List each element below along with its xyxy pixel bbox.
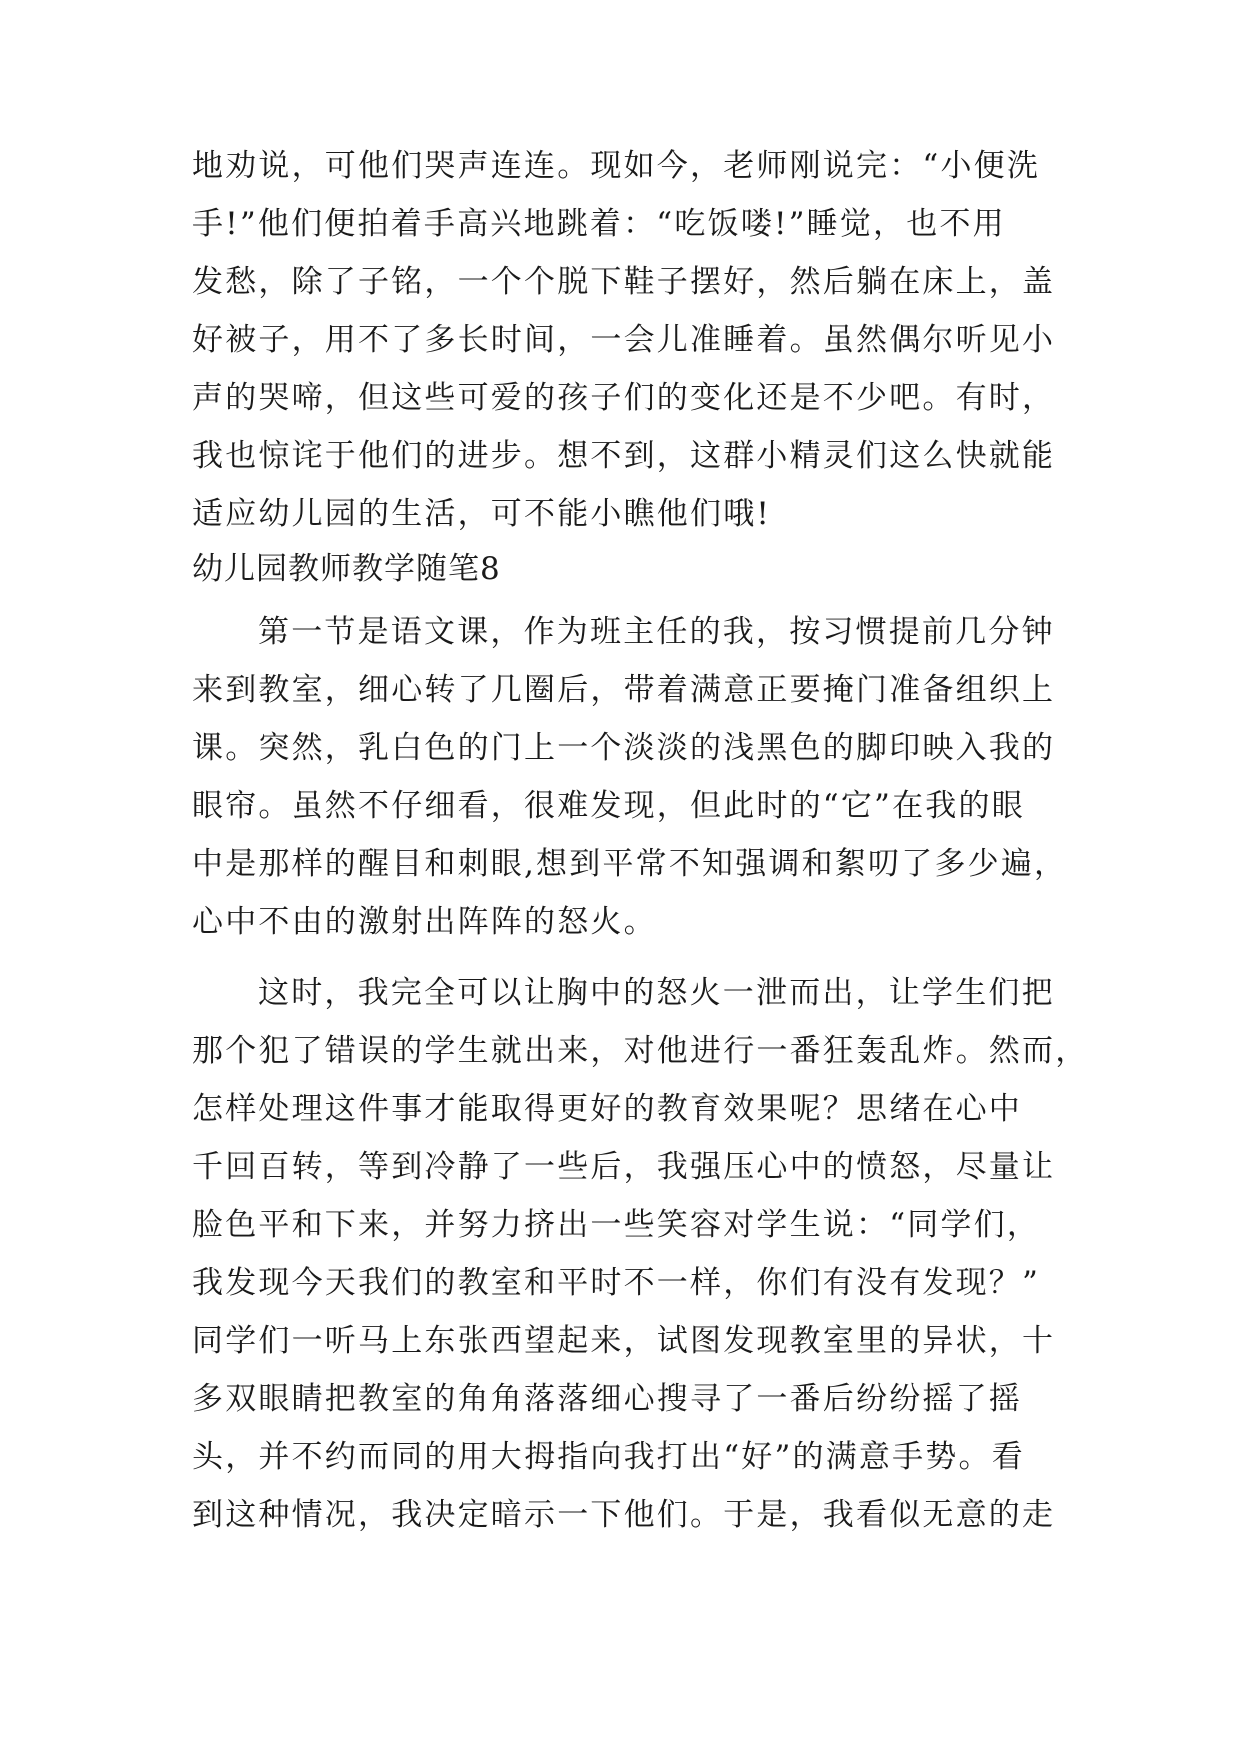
text-line: 手!”他们便拍着手高兴地跳着：“吃饭喽!”睡觉，也不用: [192, 206, 1006, 242]
text-line: 好被子，用不了多长时间，一会儿准睡着。虽然偶尔听见小: [192, 322, 1056, 358]
text-line: 中是那样的醒目和刺眼,想到平常不知强调和絮叨了多少遍，: [192, 846, 1068, 882]
text-line: 来到教室，细心转了几圈后，带着满意正要掩门准备组织上: [192, 672, 1056, 708]
text-line: 第一节是语文课，作为班主任的我，按习惯提前几分钟: [258, 614, 1055, 650]
text-line: 多双眼睛把教室的角角落落细心搜寻了一番后纷纷摇了摇: [192, 1381, 1022, 1417]
text-line: 地劝说，可他们哭声连连。现如今，老师刚说完：“小便洗: [192, 148, 1041, 184]
text-line: 发愁，除了子铭，一个个脱下鞋子摆好，然后躺在床上，盖: [192, 264, 1056, 300]
text-line: 我发现今天我们的教室和平时不一样，你们有没有发现？”: [192, 1265, 1041, 1301]
text-line: 声的哭啼，但这些可爱的孩子们的变化还是不少吧。有时，: [192, 380, 1056, 416]
text-line: 课。突然，乳白色的门上一个淡淡的浅黑色的脚印映入我的: [192, 730, 1056, 766]
text-line: 脸色平和下来，并努力挤出一些笑容对学生说：“同学们，: [192, 1207, 1041, 1243]
text-line: 同学们一听马上东张西望起来，试图发现教室里的异状，十: [192, 1323, 1056, 1359]
text-line: 我也惊诧于他们的进步。想不到，这群小精灵们这么快就能: [192, 438, 1056, 474]
text-line: 头，并不约而同的用大拇指向我打出“好”的满意手势。看: [192, 1439, 1025, 1475]
text-line: 那个犯了错误的学生就出来，对他进行一番狂轰乱炸。然而，: [192, 1033, 1089, 1069]
text-line: 眼帘。虽然不仔细看，很难发现，但此时的“它”在我的眼: [192, 788, 1025, 824]
text-line: 到这种情况，我决定暗示一下他们。于是，我看似无意的走: [192, 1497, 1056, 1533]
text-line: 怎样处理这件事才能取得更好的教育效果呢？思绪在心中: [192, 1091, 1022, 1127]
text-line: 这时，我完全可以让胸中的怒火一泄而出，让学生们把: [258, 975, 1055, 1011]
text-line: 千回百转，等到冷静了一些后，我强压心中的愤怒，尽量让: [192, 1149, 1056, 1185]
text-line: 心中不由的激射出阵阵的怒火。: [192, 904, 657, 940]
section-heading: 幼儿园教师教学随笔8: [192, 551, 501, 587]
text-line: 适应幼儿园的生活，可不能小瞧他们哦!: [192, 496, 772, 532]
